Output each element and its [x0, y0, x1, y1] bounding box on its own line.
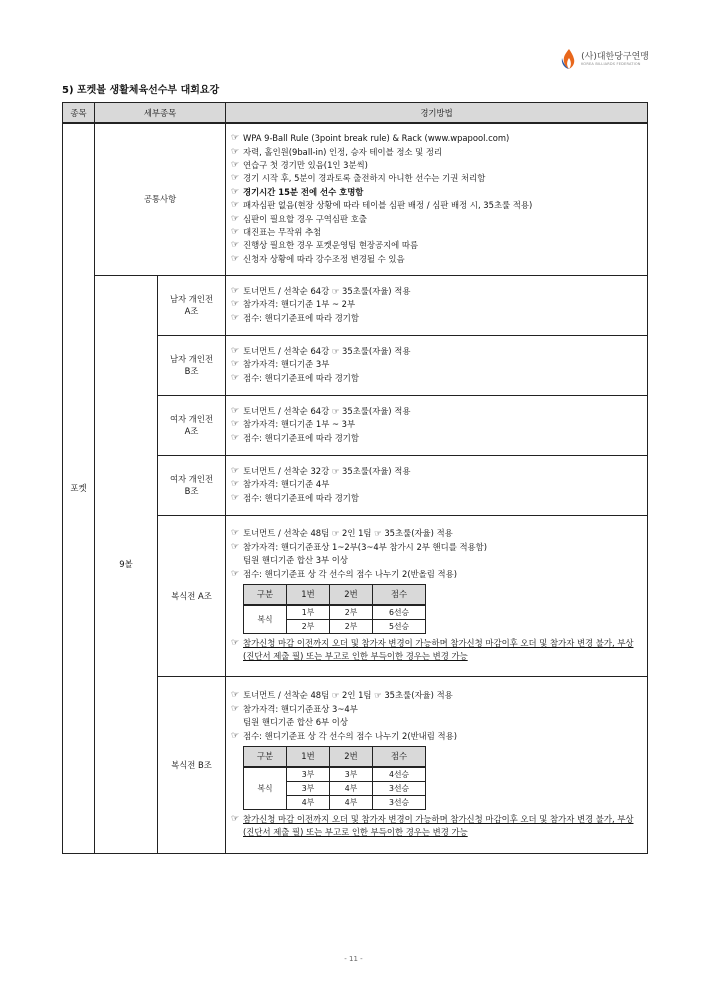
- list-item: ☞ 점수: 핸디기준표에 따라 경기함: [231, 372, 643, 385]
- list-item: ☞ 참가자격: 핸디기준 1부 ~ 3부: [231, 418, 643, 431]
- list-item: ☞ 경기시간 15분 전에 선수 호명함: [231, 186, 643, 199]
- list-item: ☞ 토너먼트 / 선착순 64강 ☞ 35초룰(자율) 적용: [231, 285, 643, 298]
- list-item: 팀원 핸디기준 합산 6부 이상: [243, 717, 348, 728]
- table-header-row: [63, 103, 648, 124]
- common-row: [63, 123, 648, 275]
- table-row: [63, 275, 648, 335]
- competition-rules-table: [62, 102, 648, 854]
- list-item: ☞ 자력, 홀인원(9ball-in) 인정, 승자 테이블 정소 및 정리: [231, 146, 643, 159]
- row-label: 복식전 B조: [158, 676, 226, 853]
- score-table: 구분 1번 2번 점수 복식 3부 3부 4선승 3부 4부 3선승 4부 4부 3선승: [243, 746, 426, 810]
- event-cell: 포켓: [63, 123, 95, 853]
- common-items: [226, 132, 647, 266]
- list-item: ☞ WPA 9-Ball Rule (3point break rule) & Rack (www.wpapool.com): [231, 132, 643, 145]
- list-item: ☞ 점수: 핸디기준표 상 각 선수의 점수 나누기 2(반올림 적용): [231, 568, 643, 581]
- logo-subtext: KOREA BILLIARDS FEDERATION: [581, 61, 641, 66]
- list-item: ☞ 토너먼트 / 선착순 48팀 ☞ 2인 1팀 ☞ 35초룰(자율) 적용: [231, 527, 643, 540]
- list-item: ☞ 대진표는 무작위 추첨: [231, 226, 643, 239]
- score-table: 구분 1번 2번 점수 복식 1부 2부 6선승 2부 2부 5선승: [243, 584, 426, 634]
- row-label: 여자 개인전 B조: [158, 455, 226, 515]
- list-item: ☞ 경기 시작 후, 5분이 경과토록 출전하지 아니한 선수는 기권 처리함: [231, 172, 643, 185]
- note-item: ☞ 참가신청 마감 이전까지 오더 및 참가자 변경이 가능하며 참가신청 마감이후 오더 및 참가자 변경 불가, 부상(진단서 제출 필) 또는 부고로 인한 부득이한 경우는 변경 가능: [231, 637, 643, 664]
- note-item: ☞ 참가신청 마감 이전까지 오더 및 참가자 변경이 가능하며 참가신청 마감이후 오더 및 참가자 변경 불가, 부상(진단서 제출 필) 또는 부고로 인한 부득이한 경우는 변경 가능: [231, 813, 643, 840]
- list-item: ☞ 참가자격: 핸디기준 3부: [231, 358, 643, 371]
- list-item: ☞ 토너먼트 / 선착순 64강 ☞ 35초룰(자율) 적용: [231, 345, 643, 358]
- flame-logo-icon: [560, 48, 578, 70]
- list-item: ☞ 참가자격: 핸디기준표상 1~2부(3~4부 참가시 2부 핸디를 적용함): [231, 541, 643, 554]
- list-item: ☞ 참가자격: 핸디기준 4부: [231, 478, 643, 491]
- header-detail: 세부종목: [95, 103, 226, 124]
- row-label: 남자 개인전 A조: [158, 275, 226, 335]
- list-item: ☞ 점수: 핸디기준표 상 각 선수의 점수 나누기 2(반내림 적용): [231, 730, 643, 743]
- federation-logo: [560, 48, 649, 70]
- list-item: ☞ 패자심판 없음(현장 상황에 따라 테이블 심판 배정 / 심판 배정 시, 35초룰 적용): [231, 199, 643, 212]
- row-label: 복식전 A조: [158, 515, 226, 676]
- list-item: 팀원 핸디기준 합산 3부 이상: [243, 555, 348, 566]
- list-item: ☞ 신청자 상황에 따라 강수조정 변경될 수 있음: [231, 253, 643, 266]
- row-label: 남자 개인전 B조: [158, 335, 226, 395]
- list-item: ☞ 점수: 핸디기준표에 따라 경기함: [231, 432, 643, 445]
- logo-text: (사)대한당구연맹: [581, 51, 649, 62]
- common-items-cell: [226, 123, 648, 275]
- list-item: ☞ 참가자격: 핸디기준 1부 ~ 2부: [231, 298, 643, 311]
- list-item: ☞ 참가자격: 핸디기준표상 3~4부: [231, 703, 643, 716]
- list-item: ☞ 토너먼트 / 선착순 32강 ☞ 35초룰(자율) 적용: [231, 465, 643, 478]
- row-label: 여자 개인전 A조: [158, 395, 226, 455]
- list-item: ☞ 심판이 필요할 경우 구역심판 호출: [231, 213, 643, 226]
- list-item: ☞ 진행상 필요한 경우 포켓운영팀 현장공지에 따름: [231, 239, 643, 252]
- list-item: ☞ 토너먼트 / 선착순 64강 ☞ 35초룰(자율) 적용: [231, 405, 643, 418]
- list-item: ☞ 연습구 첫 경기만 있음(1인 3분씩): [231, 159, 643, 172]
- header-event: 종목: [63, 103, 95, 124]
- header-method: 경기방법: [226, 103, 648, 124]
- sub-event-cell: 9볼: [95, 275, 158, 853]
- page-number: - 11 -: [344, 955, 363, 963]
- section-title: 5) 포켓볼 생활체육선수부 대회요강: [62, 85, 220, 96]
- common-label: 공통사항: [95, 123, 226, 275]
- list-item: ☞ 점수: 핸디기준표에 따라 경기함: [231, 312, 643, 325]
- list-item: ☞ 토너먼트 / 선착순 48팀 ☞ 2인 1팀 ☞ 35초룰(자율) 적용: [231, 689, 643, 702]
- list-item: ☞ 점수: 핸디기준표에 따라 경기함: [231, 492, 643, 505]
